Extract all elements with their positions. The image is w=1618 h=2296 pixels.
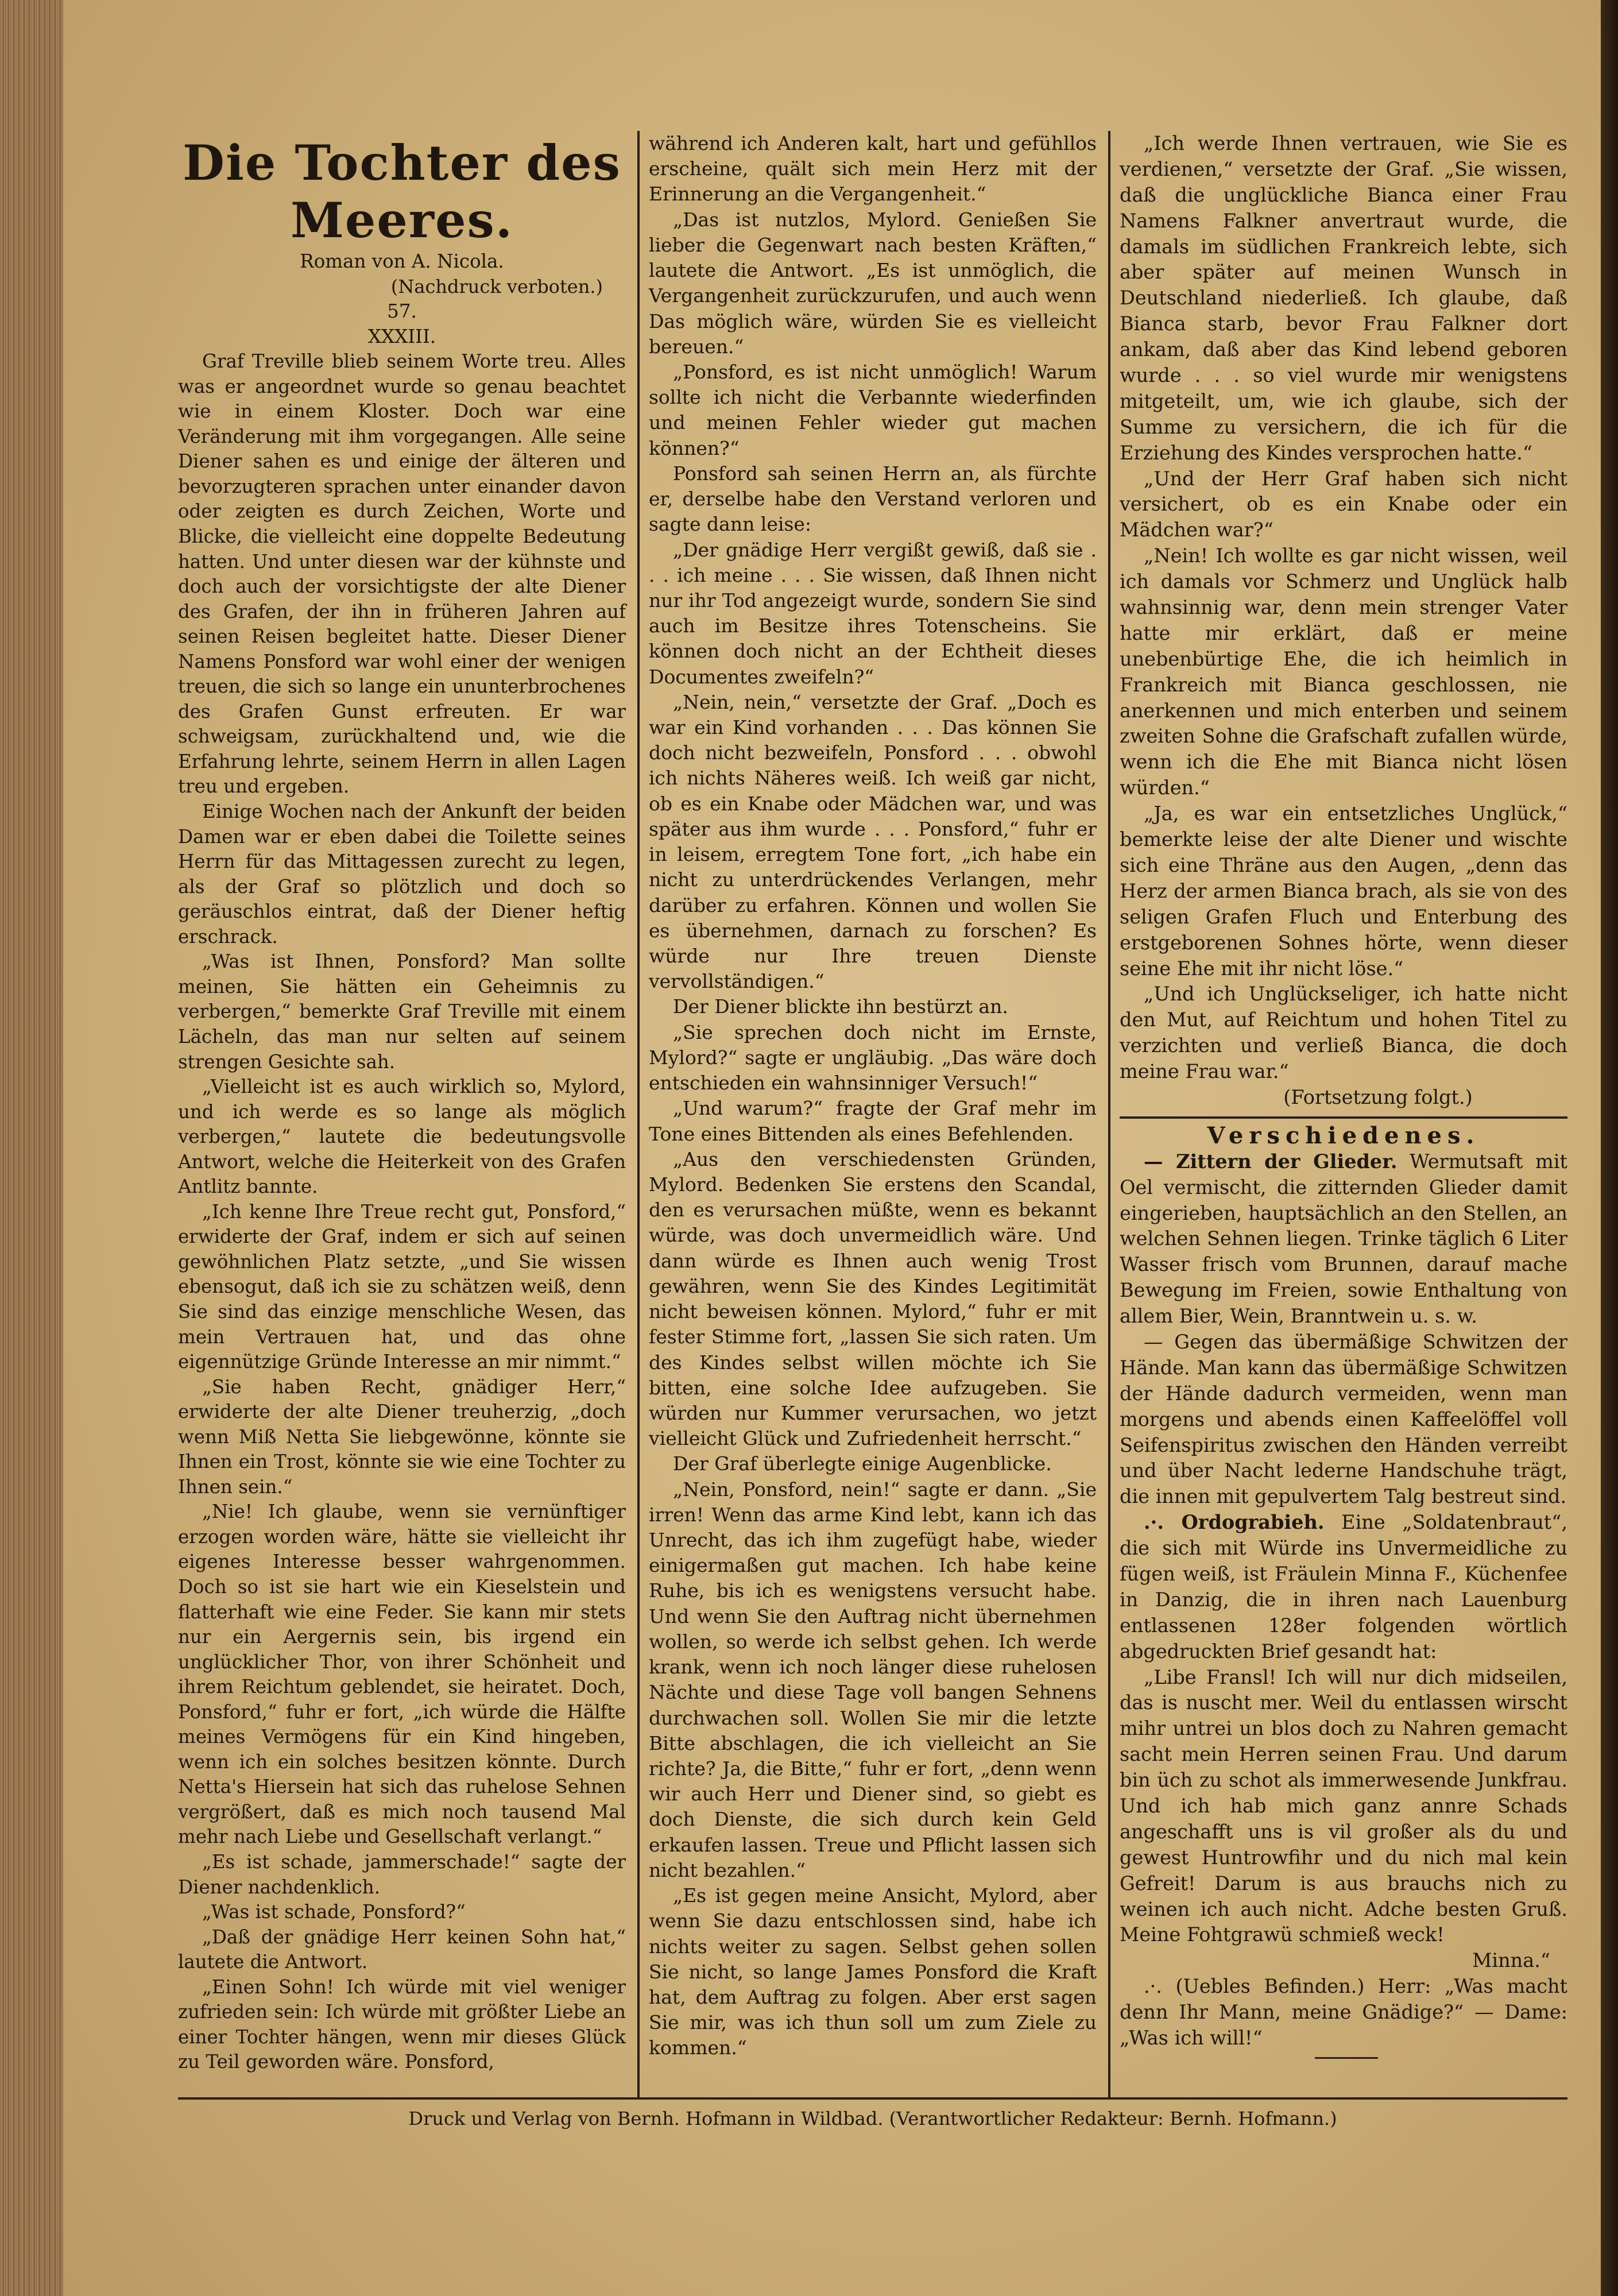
book-page-edges: [0, 0, 63, 2296]
section-divider: [1120, 1116, 1567, 1119]
paragraph: „Vielleicht ist es auch wirklich so, Mylord, und ich werde es so lange als möglich verbergen,“ lautete die bedeutungsvolle Antwort, welche die Heiterkeit von des Grafen Antlitz bannte.: [178, 1076, 626, 1198]
continued-notice: (Fortsetzung folgt.): [1283, 1085, 1473, 1108]
paragraph: „Es ist gegen meine Ansicht, Mylord, aber wenn Sie dazu entschlossen sind, habe ich nichts weiter zu sagen. Selbst gehen sollen Sie nicht, so lange James Ponsford die Kraft hat, dem Auftrag zu folgen. Aber erst sagen Sie mir, was ich thun soll um zum Ziele zu kommen.“: [649, 1884, 1097, 2059]
misc-item: [1120, 1510, 1567, 1664]
paragraph: „Aus den verschiedensten Gründen, Mylord. Bedenken Sie erstens den Scandal, den es verursachen müßte, wenn es bekannt würde, was doch unvermeidlich wäre. Und dann würde es Ihnen auch wenig Trost gewähren, wenn Sie des Kindes Legitimität nicht beweisen können. Mylord,“ fuhr er mit fester Stimme fort, „lassen Sie sich raten. Um des Kindes selbst willen möchte ich Sie bitten, eine solche Idee aufzugeben. Sie würden nur Kummer verursachen, wo jetzt vielleicht Glück und Zufriedenheit herrscht.“: [649, 1147, 1097, 1450]
misc-heading: — Zittern der Glieder.: [1144, 1150, 1398, 1173]
paragraph: „Ponsford, es ist nicht unmöglich! Warum sollte ich nicht die Verbannte wiederfinden und meinen Fehler wieder gut machen können?“: [649, 360, 1097, 459]
story-title: Die Tochter des Meeres.: [183, 134, 621, 249]
paragraph: Ponsford sah seinen Herrn an, als fürchte er, derselbe habe den Verstand verloren und sagte dann leise:: [649, 462, 1097, 536]
paragraph: „Daß der gnädige Herr keinen Sohn hat,“ lautete die Antwort.: [178, 1926, 626, 1973]
column-2: [649, 131, 1097, 2061]
misc-heading: .·. Ordograbieh.: [1144, 1511, 1325, 1534]
misc-item: [1120, 1149, 1567, 1329]
column-3: [1120, 131, 1567, 2059]
paragraph: Graf Treville blieb seinem Worte treu. Alles was er angeordnet wurde so genau beachtet wie in einem Kloster. Doch war eine Veränderung mit ihm vorgegangen. Alle seine Diener sahen es und einige der älteren und bevorzugteren sprachen unter einander davon oder zeigten es durch Zeichen, Worte und Blicke, die vielleicht eine doppelte Bedeutung hatten. Und unter diesen war der kühnste und doch auch der vorsichtigste der alte Diener des Grafen, der ihn in früheren Jahren auf seinen Reisen begleitet hatte. Dieser Diener Namens Ponsford war wohl einer der wenigen treuen, die sich so lange ein ununterbrochenes des Grafen Gunst erfreuten. Er war schweigsam, zurückhaltend und, wie die Erfahrung lehrte, seinem Herrn in allen Lagen treu und ergeben.: [178, 350, 626, 798]
misc-heading: — Gegen das übermäßige Schwitzen der Hände.: [1120, 1330, 1567, 1379]
misc-text: Eine „Soldatenbraut“, die sich mit Würde ins Unvermeidliche zu fügen weiß, ist Fräulein Minna F., Küchenfee in Danzig, die in ihren nach Lauenburg entlassenen 128er folgenden wörtlich abgedruckten Brief gesandt hat:: [1120, 1511, 1568, 1663]
binding-shadow: [1601, 0, 1618, 2296]
paragraph: „Und warum?“ fragte der Graf mehr im Tone eines Bittenden als eines Befehlenden.: [649, 1097, 1097, 1145]
joke-text: Herr: „Was macht denn Ihr Mann, meine Gnädige?“ — Dame: „Was ich will!“: [1120, 1975, 1567, 2050]
paragraph: „Einen Sohn! Ich würde mit viel weniger zufrieden sein: Ich würde mit größter Liebe an einer Tochter hängen, wenn mir dieses Glück zu Teil geworden wäre. Ponsford,: [178, 1976, 626, 2073]
paragraph: „Nein, nein,“ versetzte der Graf. „Doch es war ein Kind vorhanden . . . Das können Sie doch nicht bezweifeln, Ponsford . . . obwohl ich nichts Näheres weiß. Ich weiß gar nicht, ob es ein Knabe oder Mädchen war, und was später aus ihm wurde . . . Ponsford,“ fuhr er in leisem, erregtem Tone fort, „ich habe ein nicht zu unterdrückendes Verlangen, mehr darüber zu erfahren. Können und wollen Sie es übernehmen, darnach zu forschen? Es würde nur Ihre treuen Dienste vervollständigen.“: [649, 690, 1097, 993]
paragraph: „Sie haben Recht, gnädiger Herr,“ erwiderte der alte Diener treuherzig, „doch wenn Miß Netta Sie liebgewönne, könnte sie Ihnen ein Trost, könnte sie wie eine Tochter zu Ihnen sein.“: [178, 1375, 626, 1498]
paragraph: Der Graf überlegte einige Augenblicke.: [673, 1452, 1052, 1475]
section-title: Verschiedenes.: [1207, 1122, 1480, 1149]
quoted-letter: „Libe Fransl! Ich will nur dich midseilen, das is nuscht mer. Weil du entlassen wirscht mihr untrei un blos doch zu Nahren gemacht sacht mein Herren seinen Frau. Und darum bin üch zu schot als immerwesende Junkfrau. Und ich hab mich ganz annre Schads angeschafft uns is vil großer als du und gewest Huntrowfihr und du nich mal kein Gefreit! Darum is aus brauchs nich zu weinen ich auch nicht. Adche besten Gruß. Meine Fohtgrawü schmieß weck!: [1120, 1665, 1567, 1946]
paragraph: Einige Wochen nach der Ankunft der beiden Damen war er eben dabei die Toilette seines Herrn für das Mittagessen zurecht zu legen, als der Graf so plötzlich und doch so geräuschlos eintrat, daß der Diener heftig erschrack.: [178, 801, 626, 948]
paragraph: „Nein! Ich wollte es gar nicht wissen, weil ich damals vor Schmerz und Unglück halb wahnsinnig war, denn mein strenger Vater hatte mir erklärt, daß er meine unebenbürtige Ehe, die ich heimlich in Frankreich mit Bianca geschlossen, nie anerkennen und mich enterben und seinem zweiten Sohne die Grafschaft zufallen würde, wenn ich die Ehe mit Bianca nicht lösen würden.“: [1120, 544, 1567, 799]
paragraph: Der Diener blickte ihn bestürzt an.: [673, 995, 1008, 1018]
paragraph: „Und ich Unglückseliger, ich hatte nicht den Mut, auf Reichtum und hohen Titel zu verzichten und verließ Bianca, die doch meine Frau war.“: [1120, 983, 1567, 1083]
end-rule: [1315, 2057, 1378, 2059]
paragraph: „Nie! Ich glaube, wenn sie vernünftiger erzogen worden wäre, hätte sie vielleicht ihr eigenes Interesse besser wahrgenommen. Doch so ist sie hart wie ein Kieselstein und flatterhaft wie eine Feder. Sie kann mir stets nur ein Aergernis sein, bis irgend ein unglücklicher Thor, von ihrer Schönheit und ihrem Reichtum geblendet, sie heiratet. Doch, Ponsford,“ fuhr er fort, „ich würde die Hälfte meines Vermögens für ein Kind hingeben, wenn ich ein solches besitzen könnte. Durch Netta's Hiersein hat sich das ruhelose Sehnen vergrößert, daß es mich noch tausend Mal mehr nach Liebe und Gesellschaft verlangt.“: [178, 1501, 626, 1848]
story-byline: Roman von A. Nicola.: [300, 250, 504, 272]
paragraph: „Es ist schade, jammerschade!“ sagte der Diener nachdenklich.: [178, 1851, 626, 1898]
installment-number: 57.: [387, 300, 417, 323]
paragraph: während ich Anderen kalt, hart und gefühllos erscheine, quält sich mein Herz mit der Erinnerung an die Vergangenheit.“: [649, 132, 1097, 206]
joke-item: [1120, 1974, 1567, 2051]
column-divider: [1108, 131, 1110, 2098]
paragraph: „Ja, es war ein entsetzliches Unglück,“ bemerkte leise der alte Diener und wischte sich eine Thräne aus den Augen, „denn das Herz der armen Bianca brach, als sie von des seligen Grafen Fluch und Enterbung des erstgeborenen Sohnes hörte, wenn dieser seine Ehe mit ihr nicht löse.“: [1120, 802, 1567, 980]
letter-signature: Minna.“: [1472, 1949, 1550, 1972]
paragraph: „Nein, Ponsford, nein!“ sagte er dann. „Sie irren! Wenn das arme Kind lebt, kann ich das Unrecht, das ich ihm zugefügt habe, wieder einigermaßen gut machen. Ich habe keine Ruhe, bis ich es wenigstens versucht habe. Und wenn Sie den Auftrag nicht übernehmen wollen, so werde ich selbst gehen. Ich werde krank, wenn ich noch länger diese ruhelosen Nächte und diese Tage voll bangen Sehnens durchwachen soll. Wollen Sie mir die letzte Bitte abschlagen, die ich vielleicht an Sie richte? Ja, die Bitte,“ fuhr er fort, „denn wenn wir auch Herr und Diener sind, so giebt es doch Dienste, die sich durch kein Geld erkaufen lassen. Treue und Pflicht lassen sich nicht bezahlen.“: [649, 1478, 1097, 1881]
footer-rule: [178, 2097, 1567, 2100]
paragraph: „Sie sprechen doch nicht im Ernste, Mylord?“ sagte er ungläubig. „Das wäre doch entschieden ein wahnsinniger Versuch!“: [649, 1021, 1097, 1095]
paragraph: „Ich kenne Ihre Treue recht gut, Ponsford,“ erwiderte der Graf, indem er sich auf seinen gewöhnlichen Platz setzte, „und Sie wissen ebensogut, daß ich sie zu schätzen weiß, denn Sie sind das einzige menschliche Wesen, das mein Vertrauen hat, und das ohne eigennützige Gründe Interesse an mir nimmt.“: [178, 1200, 626, 1373]
paragraph: „Was ist schade, Ponsford?“: [202, 1901, 466, 1923]
paragraph: „Was ist Ihnen, Ponsford? Man sollte meinen, Sie hätten ein Geheimnis zu verbergen,“ bemerkte Graf Treville mit einem Lächeln, das man nur selten auf seinem strengen Gesichte sah.: [178, 950, 626, 1073]
reprint-notice: (Nachdruck verboten.): [390, 275, 603, 297]
paragraph: „Und der Herr Graf haben sich nicht versichert, ob es ein Knabe oder ein Mädchen war?“: [1120, 467, 1567, 542]
imprint-footer: Druck und Verlag von Bernh. Hofmann in Wildbad. (Verantwortlicher Redakteur: Bernh. Hofmann.): [408, 2108, 1337, 2129]
column-divider: [637, 131, 640, 2098]
misc-text: Man kann das übermäßige Schwitzen der Hände dadurch vermeiden, wenn man morgens und abends einen Kaffeelöffel voll Seifenspiritus zwischen den Händen verreibt und über Nacht lederne Handschuhe trägt, die innen mit gepulvertem Talg bestreut sind.: [1120, 1356, 1567, 1508]
misc-text: Wermutsaft mit Oel vermischt, die zitternden Glieder damit eingerieben, hauptsächlich an den Stellen, an welchen Sehnen liegen. Trinke täglich 6 Liter Wasser frisch vom Brunnen, darauf mache Bewegung im Freien, sowie Enthaltung von allem Bier, Wein, Branntwein u. s. w.: [1120, 1150, 1567, 1328]
misc-item: [1120, 1329, 1567, 1510]
paragraph: „Ich werde Ihnen vertrauen, wie Sie es verdienen,“ versetzte der Graf. „Sie wissen, daß die unglückliche Bianca einer Frau Namens Falkner anvertraut wurde, die damals im südlichen Frankreich lebte, sich aber später auf meinen Wunsch in Deutschland niederließ. Ich glaube, daß Bianca starb, bevor Frau Falkner dort ankam, daß aber das Kind lebend geboren wurde . . . so viel wurde mir wenigstens mitgeteilt, um, wie ich glaube, sich der Summe zu versichern, die ich für die Erziehung des Kindes versprochen hatte.“: [1120, 132, 1567, 464]
chapter-number: XXXIII.: [367, 325, 436, 347]
newspaper-page: [63, 0, 1602, 2296]
paragraph: „Das ist nutzlos, Mylord. Genießen Sie lieber die Gegenwart nach besten Kräften,“ lautete die Antwort. „Es ist unmöglich, die Vergangenheit zurückzurufen, und auch wenn Das möglich wäre, würden Sie es vielleicht bereuen.“: [649, 208, 1097, 358]
column-1: [178, 131, 626, 2075]
joke-heading: .·. (Uebles Befinden.): [1144, 1975, 1365, 1998]
paragraph: „Der gnädige Herr vergißt gewiß, daß sie . . . ich meine . . . Sie wissen, daß Ihnen nicht nur ihr Tod angezeigt wurde, sondern Sie sind auch im Besitze ihres Totenscheins. Sie können doch nicht an der Echtheit dieses Documentes zweifeln?“: [649, 538, 1097, 688]
